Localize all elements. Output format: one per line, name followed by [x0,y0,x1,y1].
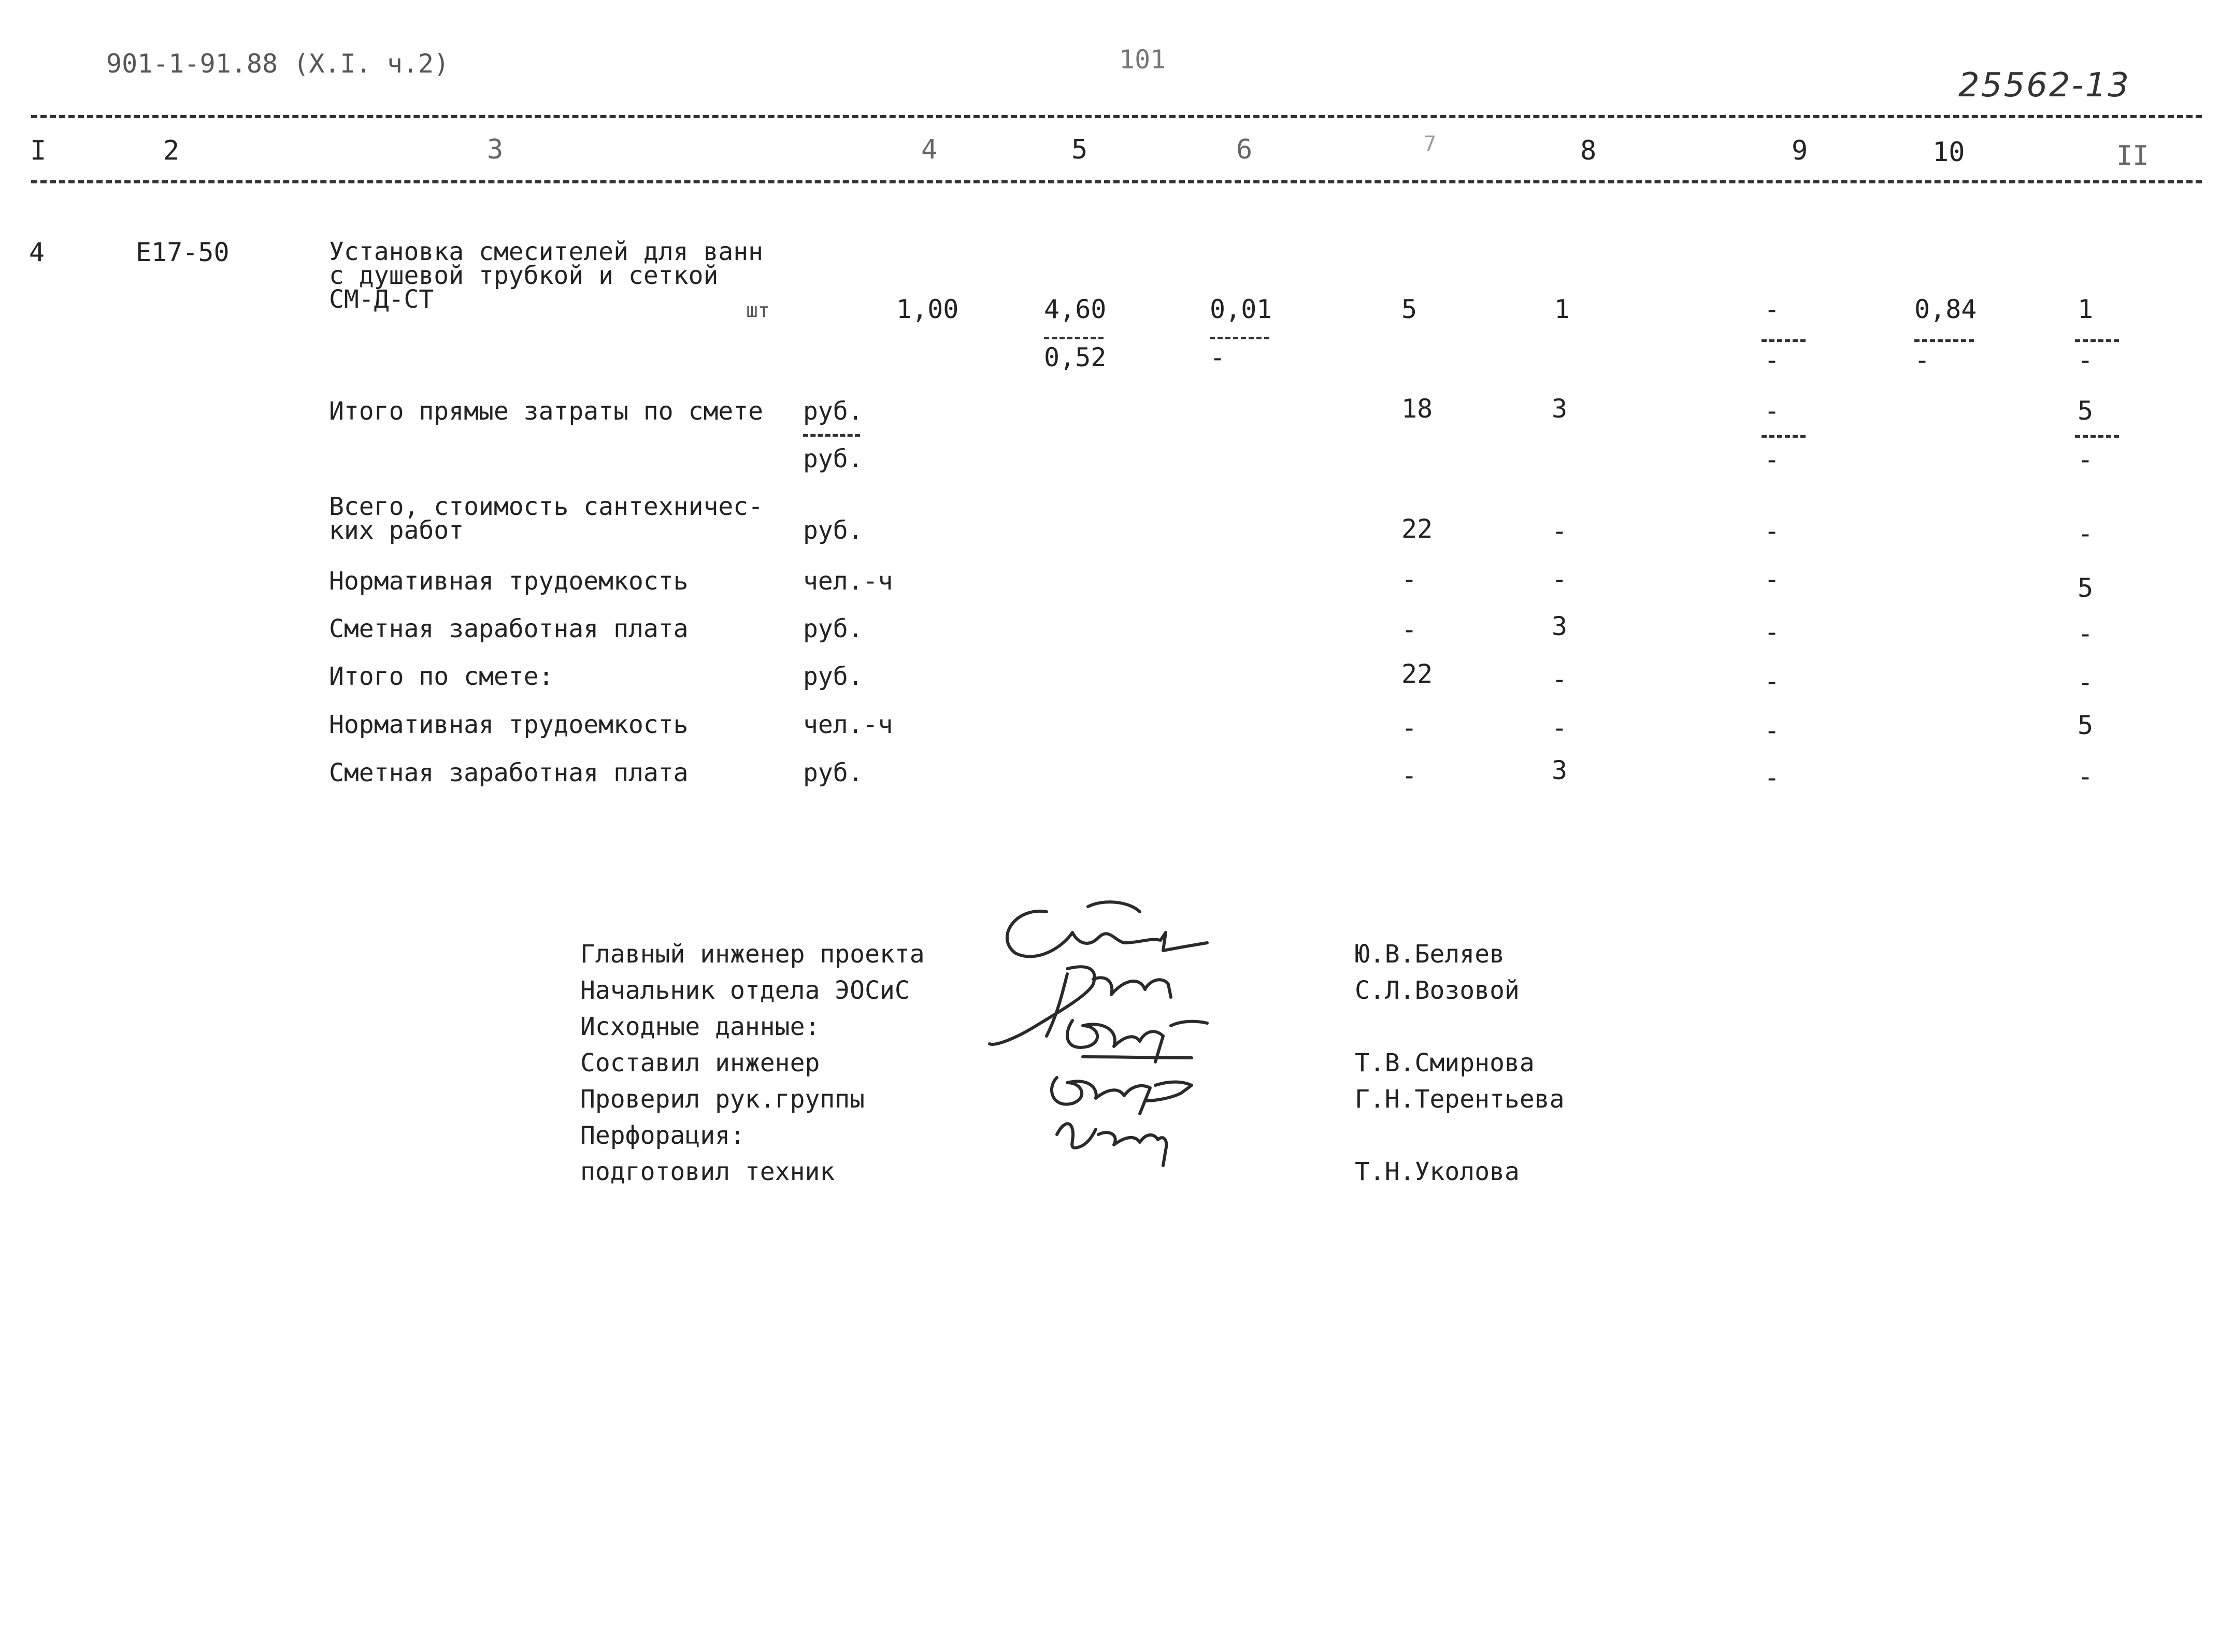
item-col5-top: 4,60 [1044,294,1107,324]
header-rule-top [31,115,2202,118]
summary-col8: - [1552,713,1568,743]
summary-col9: - [1764,564,1780,594]
total-col11-top: 5 [2078,396,2094,426]
column-number: 8 [1580,135,1597,166]
signature-role: Перфорация: [580,1121,745,1150]
summary-col7: - [1401,760,1417,791]
summary-col8: - [1552,564,1568,594]
column-number: 5 [1071,134,1088,165]
fraction-line [1914,339,1974,342]
fraction-line [1210,337,1269,339]
summary-col8: - [1552,664,1568,694]
total-label: Итого прямые затраты по смете [329,397,764,426]
item-unit: шт [746,299,770,322]
document-code: 901-1-91.88 (X.I. ч.2) [106,49,450,79]
summary-col8: 3 [1552,611,1568,641]
item-number: 4 [29,237,45,267]
summary-label: Нормативная трудоемкость [329,567,689,596]
column-number: I [30,135,47,166]
summary-unit: чел.-ч [803,567,893,596]
handwritten-name [1041,1140,1150,1166]
summary-unit: чел.-ч [803,710,893,739]
summary-col11: - [2078,519,2094,549]
item-col11-bottom: - [2078,345,2094,375]
item-col6-bottom: - [1210,342,1226,372]
summary-col7: - [1401,713,1417,743]
fraction-line [2075,339,2119,342]
page-number: 101 [1119,45,1166,75]
signatory-name: С.Л.Возовой [1355,976,1520,1005]
signature-role: Начальник отдела ЭОСиС [580,976,910,1005]
total-col8: 3 [1552,394,1568,424]
total-unit-top: руб. [803,397,863,426]
item-col10-top: 0,84 [1914,294,1977,324]
column-number: 2 [163,135,180,166]
total-unit-bottom: руб. [803,444,863,473]
signatory-name: Т.Н.Уколова [1355,1157,1520,1186]
item-code: E17-50 [136,237,230,267]
column-number: 4 [921,134,938,165]
summary-col11: - [2078,667,2094,697]
summary-col7: 22 [1401,659,1433,689]
fraction-line [1762,339,1806,342]
item-col5-bottom: 0,52 [1044,342,1107,372]
signatory-name: Т.В.Смирнова [1355,1048,1535,1078]
summary-label: Итого по смете: [329,662,554,691]
summary-col11: 5 [2078,710,2094,740]
fraction-line [803,434,860,437]
column-number: 9 [1792,135,1808,166]
item-col10-bottom: - [1914,345,1930,375]
total-col7: 18 [1401,394,1433,424]
summary-col11: - [2078,762,2094,792]
summary-unit: руб. [803,614,863,643]
summary-col9: - [1764,666,1780,696]
column-number: II [2116,140,2149,171]
item-col9-top: - [1764,294,1780,324]
summary-label: Сметная заработная плата [329,614,689,643]
signature-role: Главный инженер проекта [580,940,925,969]
summary-col11: 5 [2078,573,2094,603]
header-rule-bottom [31,180,2202,183]
item-col8: 1 [1554,294,1570,324]
signatory-name: Ю.В.Беляев [1355,940,1505,969]
summary-col9: - [1764,763,1780,793]
summary-col8: 3 [1552,755,1568,785]
summary-unit: руб. [803,516,863,545]
summary-col9: - [1764,715,1780,745]
summary-col11: - [2078,619,2094,649]
item-col9-bottom: - [1764,345,1780,375]
signature-role: Проверил рук.группы [580,1085,865,1114]
summary-unit: руб. [803,662,863,691]
item-col7: 5 [1401,294,1417,324]
total-col9-top: - [1764,396,1780,426]
summary-label: Нормативная трудоемкость [329,710,689,739]
column-number: 7 [1424,132,1437,156]
summary-col9: - [1764,617,1780,647]
sheet-mark: 25562-13 [1958,66,2131,105]
signature-role: подготовил техник [580,1157,835,1186]
summary-col7: - [1401,614,1417,644]
item-quantity: 1,00 [896,294,959,324]
total-col11-bottom: - [2078,444,2094,475]
summary-unit: руб. [803,758,863,787]
item-col6-top: 0,01 [1210,294,1272,324]
item-description-line: СМ-Д-СТ [329,285,434,314]
fraction-line [1762,435,1806,438]
summary-label: Всего, стоимость сантехничес- [329,492,764,521]
summary-col7: 22 [1401,514,1433,544]
column-number: 10 [1932,137,1965,168]
summary-col7: - [1401,564,1417,594]
item-description-line: Установка смесителей для ванн [329,237,764,266]
summary-col8: - [1552,516,1568,546]
fraction-line [2075,435,2119,438]
signatory-name: Г.Н.Терентьева [1355,1085,1565,1114]
item-col11-top: 1 [2078,294,2094,324]
summary-col9: - [1764,516,1780,546]
signature-role: Исходные данные: [580,1012,820,1041]
item-description-line: с душевой трубкой и сеткой [329,261,719,290]
total-col9-bottom: - [1764,444,1780,475]
signature-role: Составил инженер [580,1048,820,1078]
summary-label: Сметная заработная плата [329,758,689,787]
fraction-line [1044,337,1104,339]
summary-label: ких работ [329,516,464,545]
column-number: 3 [487,134,504,165]
column-number: 6 [1236,134,1253,165]
